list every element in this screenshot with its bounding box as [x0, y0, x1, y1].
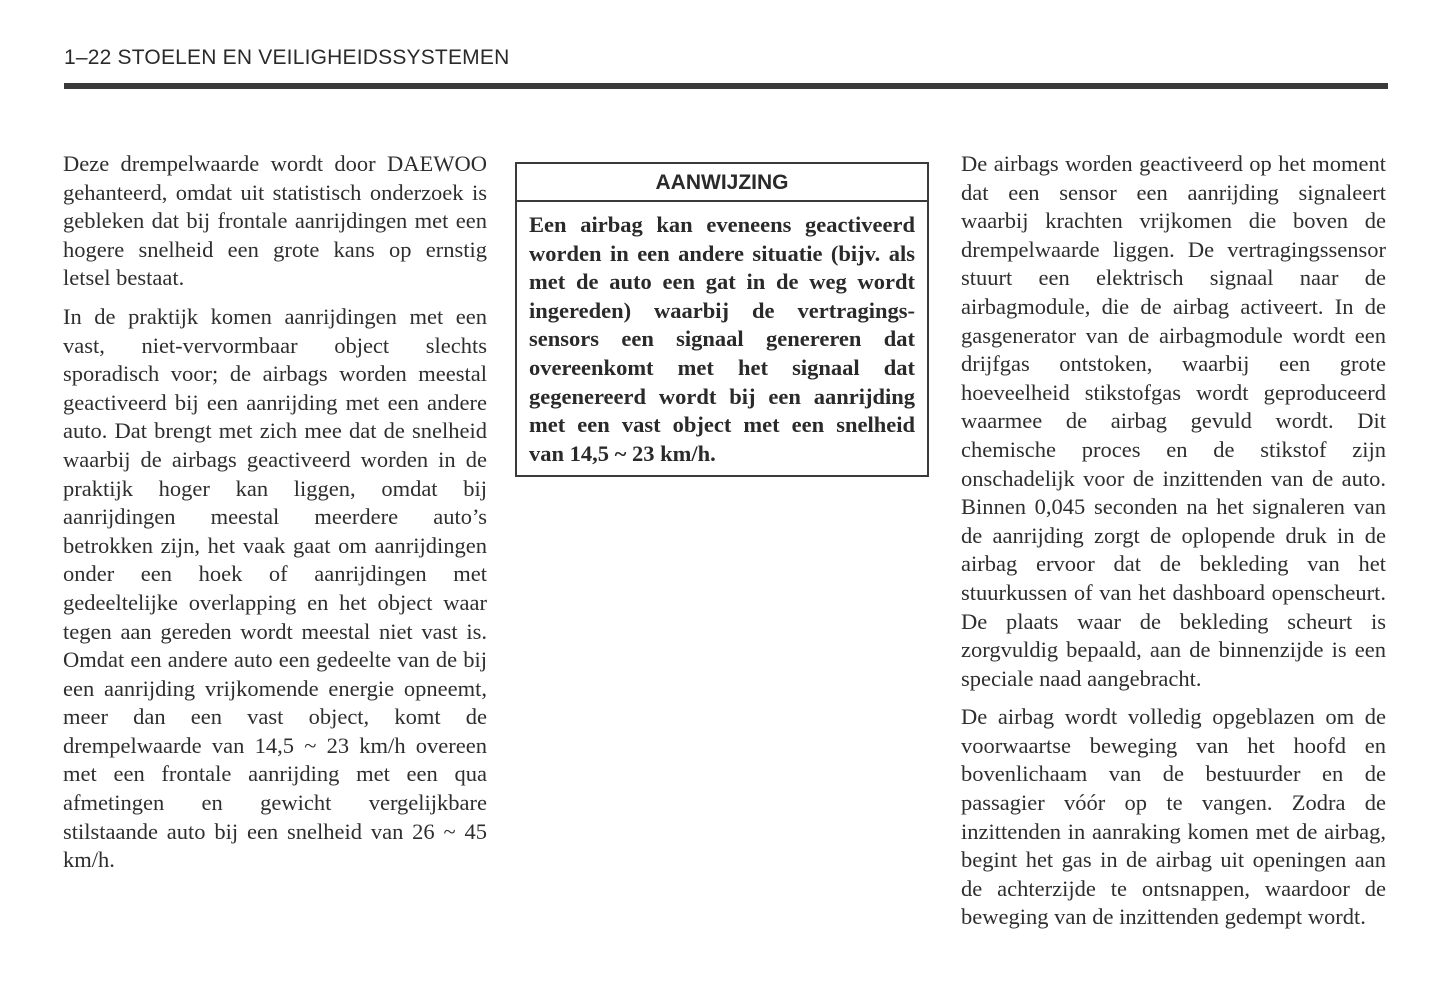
- page-header: 1–22 STOELEN EN VEILIGHEIDSSYSTEMEN: [64, 46, 510, 69]
- header-rule: [64, 83, 1388, 89]
- notice-box: [515, 162, 929, 477]
- paragraph: Deze drempelwaarde wordt door DAEWOO gehanteerd, omdat uit statistisch onderzoek is gebleken dat bij frontale aanrijdingen met een hogere snelheid een grote kans op ernstig letsel bestaat.: [63, 151, 487, 291]
- paragraph: De airbags worden geactiveerd op het moment dat een sensor een aanrijding signaleert waarbij krachten vrijkomen die boven de drempelwaarde liggen. De vertragingssensor stuurt een elektrisch signaal naar de airbagmodule, die de airbag activeert. In de gasgenerator van de airbagmodule wordt een drijfgas ontstoken, waarbij een grote hoeveelheid stikstofgas wordt geproduceerd waarmee de airbag gevuld wordt. Dit chemische proces en de stikstof zijn onschadelijk voor de inzittenden van de auto. Binnen 0,045 seconden na het signaleren van de aanrijding zorgt de oplopende druk in de airbag ervoor dat de bekleding van het stuurkussen of van het dashboard openscheurt. De plaats waar de bekleding scheurt is zorgvuldig bepaald, aan de binnenzijde is een speciale naad aangebracht.: [961, 151, 1386, 691]
- paragraph: De airbag wordt volledig opgeblazen om de voorwaartse beweging van het hoofd en bovenlichaam van de bestuurder en de passagier vóór op te vangen. Zodra de inzittenden in aanraking komen met de airbag, begint het gas in de airbag uit openingen aan de achterzijde te ontsnappen, waardoor de beweging van de inzittenden gedempt wordt.: [961, 704, 1386, 930]
- notice-body: Een airbag kan eveneens geactiveerd worden in een andere situatie (bijv. als met de auto een gat in de weg wordt ingereden) waarbij de vertragings-sensors een signaal genereren dat overeenkomt met het signaal dat gegenereerd wordt bij een aanrijding met een vast object met een snelheid van 14,5 ~ 23 km/h.: [529, 212, 915, 466]
- right-column: [961, 150, 1386, 942]
- notice-title: AANWIJZING: [517, 164, 927, 202]
- paragraph: In de praktijk komen aanrijdingen met een vast, niet-vervormbaar object slechts sporadisch voor; de airbags worden meestal geactiveerd bij een aanrijding met een andere auto. Dat brengt met zich mee dat de snelheid waarbij de airbags geactiveerd worden in de praktijk hoger kan liggen, omdat bij aanrijdingen meestal meerdere auto’s betrokken zijn, het vaak gaat om aanrijdingen onder een hoek of aanrijdingen met gedeeltelijke overlapping en het object waar tegen aan gereden wordt meestal niet vast is. Omdat een andere auto een gedeelte van de bij een aanrijding vrijkomende energie opneemt, meer dan een vast object, komt de drempelwaarde van 14,5 ~ 23 km/h overeen met een frontale aanrijding met een qua afmetingen en gewicht vergelijkbare stilstaande auto bij een snelheid van 26 ~ 45 km/h.: [63, 303, 487, 873]
- left-column: [63, 150, 487, 885]
